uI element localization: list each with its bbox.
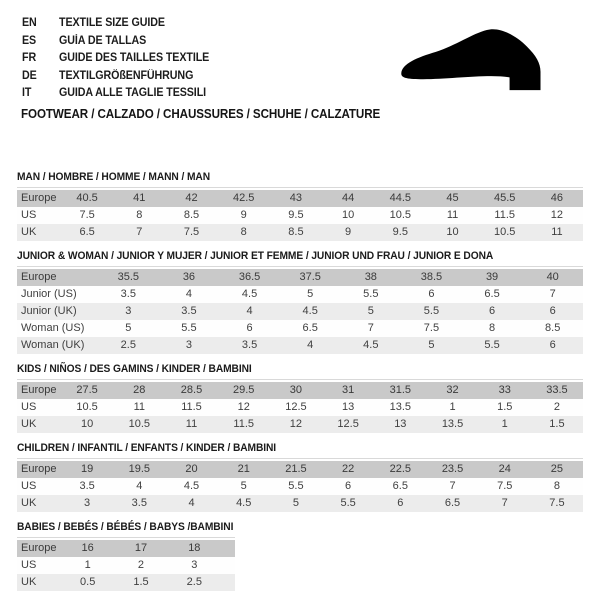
size-cell: 36: [182, 271, 196, 283]
size-table: [17, 187, 583, 241]
size-cell: 3: [185, 339, 192, 351]
size-cell: 12.5: [285, 401, 307, 413]
size-cell: 13.5: [389, 401, 412, 413]
size-cell: 38: [364, 271, 377, 283]
row-label: US: [21, 480, 37, 492]
size-cell: 9: [345, 226, 352, 238]
size-cell: 1.5: [549, 418, 565, 430]
size-cell: 4: [185, 288, 192, 300]
size-cell: 7.5: [79, 209, 95, 221]
size-cell: 6: [549, 305, 556, 317]
row-label: Junior (US): [21, 288, 77, 300]
table-row: [17, 574, 235, 591]
size-cell: 11: [551, 226, 563, 238]
size-cell: 40: [546, 271, 559, 283]
row-label: UK: [21, 576, 37, 588]
row-label: Europe: [21, 192, 57, 204]
size-table: [17, 458, 583, 512]
row-label: Woman (UK): [21, 339, 85, 351]
size-cell: 6: [397, 497, 404, 509]
language-code: DE: [22, 69, 37, 82]
size-cell: 5: [240, 480, 247, 492]
row-label: US: [21, 401, 37, 413]
size-cell: 3: [191, 559, 198, 571]
size-cell: 12: [289, 418, 303, 430]
language-row-en: [22, 15, 221, 33]
size-cell: 6.5: [392, 480, 408, 492]
table-row: [17, 495, 583, 512]
size-cell: 3.5: [241, 339, 258, 351]
size-cell: 5.5: [484, 339, 500, 351]
size-cell: 29.5: [233, 384, 255, 396]
size-cell: 10.5: [494, 226, 516, 238]
size-cell: 44.5: [389, 192, 412, 204]
size-cell: 18: [188, 542, 201, 554]
row-label: Woman (US): [21, 322, 85, 334]
size-cell: 5: [292, 497, 299, 509]
section-title: CHILDREN / INFANTIL / ENFANTS / KINDER / BAMBINI: [17, 442, 277, 454]
row-label: Europe: [21, 384, 57, 396]
size-cell: 44: [341, 192, 355, 204]
size-cell: 8: [489, 322, 496, 334]
table-row: [17, 399, 583, 416]
size-cell: 45.5: [494, 192, 516, 204]
size-cell: 4.5: [302, 305, 318, 317]
size-cell: 42.5: [233, 192, 255, 204]
size-cell: 11.5: [181, 401, 202, 413]
size-cell: 3.5: [181, 305, 197, 317]
section-title: KIDS / NIÑOS / DES GAMINS / KINDER / BAMBINI: [17, 363, 252, 375]
size-cell: 21: [237, 463, 250, 475]
size-cell: 11.5: [494, 209, 516, 221]
size-cell: 3: [125, 305, 132, 317]
language-label: TEXTILGRÖßENFÜHRUNG: [59, 69, 194, 82]
language-label: GUIDA ALLE TAGLIE TESSILI: [59, 87, 207, 99]
size-cell: 31.5: [389, 384, 412, 396]
row-label: Europe: [21, 542, 57, 554]
language-row-fr: [22, 50, 221, 68]
size-cell: 7.5: [183, 226, 200, 238]
size-cell: 5.5: [363, 288, 379, 300]
size-cell: 19: [80, 463, 94, 475]
size-cell: 7: [501, 497, 508, 509]
size-cell: 46: [550, 192, 564, 204]
size-cell: 37.5: [299, 271, 321, 283]
size-cell: 7.5: [423, 322, 440, 334]
size-table: [17, 537, 235, 591]
size-cell: 24: [498, 463, 511, 475]
size-cell: 13: [341, 401, 355, 413]
size-cell: 6.5: [79, 226, 95, 238]
size-section: [17, 362, 583, 433]
size-cell: 8: [240, 226, 247, 238]
size-cell: 28.5: [180, 384, 203, 396]
size-cell: 6.5: [302, 322, 318, 334]
size-cell: 10: [446, 226, 459, 238]
size-cell: 33.5: [546, 384, 568, 396]
row-label: US: [21, 559, 37, 571]
row-label: UK: [21, 418, 37, 430]
size-cell: 7: [367, 322, 374, 334]
language-label: TEXTILE SIZE GUIDE: [59, 17, 165, 29]
size-cell: 5.5: [340, 497, 356, 509]
size-cell: 13.5: [441, 418, 464, 430]
size-cell: 35.5: [117, 271, 140, 283]
size-cell: 32: [446, 384, 459, 396]
size-cell: 4: [307, 339, 314, 351]
language-code: EN: [22, 17, 37, 29]
size-cell: 39: [485, 271, 499, 283]
table-row: [17, 540, 235, 557]
size-cell: 7.5: [549, 497, 565, 509]
size-cell: 8.5: [183, 209, 200, 221]
size-section: [17, 249, 583, 354]
language-row-it: [22, 85, 221, 103]
size-cell: 42: [185, 192, 198, 204]
size-cell: 6.5: [484, 288, 500, 300]
size-cell: 12.5: [337, 418, 359, 430]
row-label: UK: [21, 497, 37, 509]
size-cell: 41: [133, 192, 146, 204]
size-cell: 8: [136, 209, 143, 221]
size-cell: 4.5: [363, 339, 379, 351]
size-table: [17, 379, 583, 433]
size-cell: 6.5: [444, 497, 461, 509]
table-row: [17, 269, 583, 286]
size-cell: 11.5: [233, 418, 254, 430]
size-cell: 13: [394, 418, 407, 430]
size-cell: 9: [240, 209, 247, 221]
language-code: ES: [22, 34, 37, 47]
size-cell: 5.5: [288, 480, 304, 492]
size-cell: 6: [246, 322, 253, 334]
size-cell: 5.5: [423, 305, 440, 317]
size-cell: 4: [188, 497, 195, 509]
table-row: [17, 461, 583, 478]
size-cell: 4: [136, 480, 143, 492]
size-cell: 5: [428, 339, 435, 351]
size-cell: 3.5: [79, 480, 95, 492]
size-cell: 38.5: [420, 271, 443, 283]
size-cell: 12: [237, 401, 250, 413]
size-cell: 7.5: [497, 480, 513, 492]
size-cell: 1: [501, 418, 508, 430]
size-cell: 28: [133, 384, 146, 396]
size-cell: 12: [550, 209, 564, 221]
size-cell: 10.5: [128, 418, 151, 430]
table-row: [17, 337, 583, 354]
size-cell: 4: [246, 305, 253, 317]
size-cell: 3: [84, 497, 91, 509]
size-cell: 6: [345, 480, 352, 492]
section-title: MAN / HOMBRE / HOMME / MANN / MAN: [17, 171, 211, 183]
size-cell: 1: [84, 559, 91, 571]
size-cell: 1: [449, 401, 456, 413]
language-code: FR: [22, 52, 37, 64]
size-cell: 4.5: [236, 497, 252, 509]
size-section: [17, 170, 583, 241]
size-section: [17, 520, 583, 591]
size-cell: 23.5: [441, 463, 464, 475]
size-cell: 3.5: [131, 497, 147, 509]
table-row: [17, 286, 583, 303]
size-cell: 11: [185, 418, 198, 430]
language-code: IT: [22, 87, 32, 99]
table-row: [17, 320, 583, 337]
size-cell: 5: [125, 322, 132, 334]
dress-shoe-icon: [394, 22, 576, 100]
size-cell: 8: [553, 480, 560, 492]
size-cell: 9.5: [288, 209, 304, 221]
size-cell: 11: [446, 209, 459, 221]
size-table: [17, 266, 583, 354]
size-cell: 4.5: [241, 288, 258, 300]
size-cell: 22: [341, 463, 355, 475]
size-cell: 21.5: [285, 463, 307, 475]
size-cell: 6: [489, 305, 496, 317]
row-label: UK: [21, 226, 37, 238]
size-section: [17, 441, 583, 512]
size-cell: 5: [307, 288, 314, 300]
size-cell: 10: [341, 209, 355, 221]
size-cell: 9.5: [392, 226, 408, 238]
table-row: [17, 382, 583, 399]
table-row: [17, 190, 583, 207]
size-cell: 2: [137, 559, 145, 571]
table-row: [17, 303, 583, 320]
size-cell: 5: [367, 305, 374, 317]
size-cell: 25: [550, 463, 564, 475]
size-tables: [17, 170, 583, 599]
table-row: [17, 416, 583, 433]
language-row-de: [22, 68, 221, 86]
size-cell: 30: [289, 384, 303, 396]
section-title: BABIES / BEBÉS / BÉBÉS / BABYS /BAMBINI: [17, 521, 234, 533]
size-cell: 11: [133, 401, 146, 413]
category-heading: FOOTWEAR / CALZADO / CHAUSSURES / SCHUHE / CALZATURE: [21, 107, 381, 121]
size-cell: 20: [185, 463, 198, 475]
size-cell: 1.5: [133, 576, 149, 588]
row-label: Junior (UK): [21, 305, 77, 317]
language-label: GUÍA DE TALLAS: [59, 34, 147, 47]
size-cell: 5.5: [181, 322, 197, 334]
size-cell: 10: [80, 418, 94, 430]
size-cell: 7: [549, 288, 556, 300]
size-cell: 2: [553, 401, 560, 413]
size-cell: 40.5: [76, 192, 98, 204]
size-cell: 27.5: [76, 384, 98, 396]
table-row: [17, 478, 583, 495]
size-cell: 33: [498, 384, 511, 396]
size-cell: 2.5: [186, 576, 202, 588]
language-row-es: [22, 33, 221, 51]
size-cell: 17: [134, 542, 148, 554]
size-cell: 0.5: [80, 576, 96, 588]
size-cell: 10.5: [389, 209, 412, 221]
size-cell: 6: [549, 339, 556, 351]
size-cell: 16: [81, 542, 94, 554]
row-label: US: [21, 209, 37, 221]
size-cell: 36.5: [238, 271, 261, 283]
size-cell: 45: [446, 192, 459, 204]
language-list: [22, 15, 221, 103]
size-cell: 10.5: [76, 401, 98, 413]
size-cell: 31: [341, 384, 355, 396]
table-row: [17, 207, 583, 224]
size-cell: 19.5: [128, 463, 151, 475]
row-label: Europe: [21, 463, 57, 475]
size-cell: 8.5: [545, 322, 561, 334]
language-label: GUIDE DES TAILLES TEXTILE: [59, 52, 210, 64]
size-cell: 6: [428, 288, 435, 300]
table-row: [17, 557, 235, 574]
size-cell: 7: [136, 226, 143, 238]
size-cell: 7: [449, 480, 456, 492]
size-cell: 43: [289, 192, 303, 204]
table-row: [17, 224, 583, 241]
size-cell: 1.5: [497, 401, 513, 413]
size-cell: 2.5: [120, 339, 136, 351]
size-cell: 3.5: [120, 288, 136, 300]
size-cell: 22.5: [389, 463, 412, 475]
size-cell: 8.5: [288, 226, 304, 238]
section-title: JUNIOR & WOMAN / JUNIOR Y MUJER / JUNIOR ET FEMME / JUNIOR UND FRAU / JUNIOR E DONA: [17, 250, 494, 262]
size-cell: 4.5: [183, 480, 200, 492]
row-label: Europe: [21, 271, 57, 283]
